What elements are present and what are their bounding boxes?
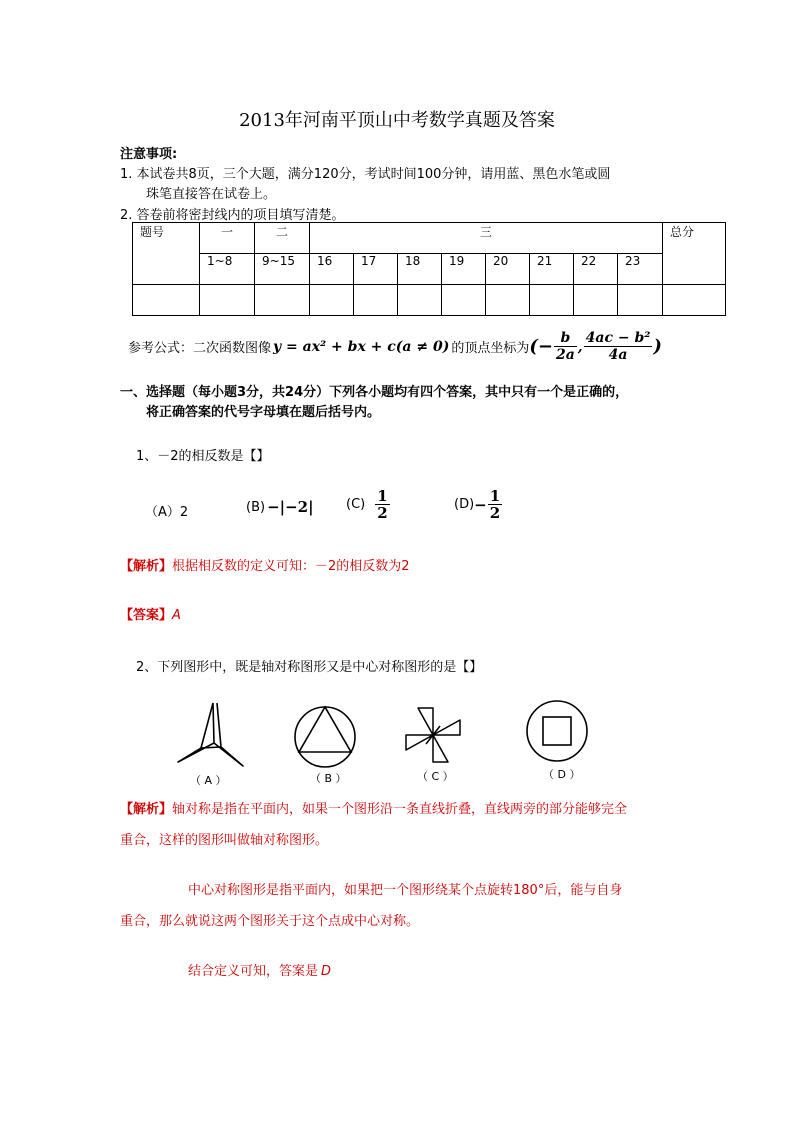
score-col: 17 [354, 254, 398, 285]
score-table-label: 题号 [133, 223, 200, 285]
figure-c-windmill [400, 704, 466, 766]
score-col: 23 [618, 254, 663, 285]
q1-analysis: 【解析】根据相反数的定义可知：－2的相反数为2 [120, 559, 410, 574]
notice-item-2: 2. 答卷前将密封线内的项目填写清楚。 [120, 208, 345, 223]
figure-c-label: （ C ） [417, 770, 454, 783]
score-col: 20 [486, 254, 530, 285]
score-col: 22 [574, 254, 618, 285]
score-cell[interactable] [663, 285, 726, 316]
figure-b-label: （ B ） [310, 772, 347, 785]
figure-b-circle-triangle [292, 704, 358, 770]
q2-analysis: 【解析】轴对称是指在平面内，如果一个图形沿一条直线折叠，直线两旁的部分能够完全 [120, 802, 628, 817]
notice-item-1: 1. 本试卷共8页，三个大题，满分120分，考试时间100分钟，请用蓝、黑色水笔或圆 [120, 167, 611, 182]
q1-stem: 1、－2的相反数是【】 [136, 449, 270, 464]
score-cell[interactable] [530, 285, 574, 316]
section-1-instruction: 将正确答案的代号字母填在题后括号内。 [146, 405, 381, 420]
score-cell[interactable] [255, 285, 310, 316]
page-title: 2013年河南平顶山中考数学真题及答案 [239, 110, 555, 131]
figure-a-pinwheel [170, 700, 250, 775]
figure-d-circle-square [525, 699, 589, 763]
quadratic-function: y = ax² + bx + c(a ≠ 0) [273, 338, 450, 355]
figure-a-label: （ A ） [190, 774, 227, 787]
score-cell[interactable] [398, 285, 442, 316]
figure-d-label: （ D ） [543, 768, 581, 781]
notice-item-1-cont: 珠笔直接答在试卷上。 [146, 187, 277, 202]
q1-option-b: (B) −|−2| [246, 498, 314, 516]
score-section-1: 一 [200, 223, 255, 254]
q1-option-d: (D) − $\frac{1}{2}$ [454, 487, 501, 522]
q2-analysis-cont: 重合，这样的图形叫做轴对称图形。 [120, 833, 329, 848]
score-cell[interactable] [354, 285, 398, 316]
score-col: 16 [310, 254, 354, 285]
score-total-label: 总分 [663, 223, 726, 285]
score-table [132, 222, 726, 316]
central-symmetry-definition: 中心对称图形是指平面内，如果把一个图形绕某个点旋转180°后，能与自身 [188, 883, 623, 898]
reference-middle: 的顶点坐标为 [451, 341, 530, 356]
q2-stem: 2、下列图形中，既是轴对称图形又是中心对称图形的是【】 [136, 660, 483, 675]
q2-conclusion: 结合定义可知，答案是 D [188, 964, 332, 979]
score-col: 21 [530, 254, 574, 285]
score-cell[interactable] [133, 285, 200, 316]
vertex-y-fraction: $\frac{\text{4ac − b²}}{4a}$ [585, 330, 651, 363]
q1-answer: 【答案】A [120, 608, 181, 623]
score-cell[interactable] [200, 285, 255, 316]
score-cell[interactable] [442, 285, 486, 316]
reference-prefix: 参考公式：二次函数图像 [128, 341, 272, 356]
score-col: 19 [442, 254, 486, 285]
q1-option-c: (C) $\frac{1}{2}$ [346, 487, 388, 522]
q1-option-a: （A）2 [145, 505, 189, 520]
score-cell[interactable] [486, 285, 530, 316]
vertex-x-fraction: $\frac{b}{2a}$ [555, 330, 575, 363]
reference-formula: 参考公式：二次函数图像 y = ax² + bx + c(a ≠ 0) 的顶点坐标为 (− $\frac{b}{2a}$ , $\frac{\text{4ac − b²}}{4a}$ ) [128, 330, 662, 363]
score-cell[interactable] [618, 285, 663, 316]
notice-heading: 注意事项: [120, 147, 178, 162]
section-1-heading: 一、选择题（每小题3分，共24分）下列各小题均有四个答案，其中只有一个是正确的， [120, 385, 629, 400]
central-symmetry-definition-cont: 重合，那么就说这两个图形关于这个点成中心对称。 [120, 914, 420, 929]
score-range-2: 9~15 [255, 254, 310, 285]
score-cell[interactable] [310, 285, 354, 316]
score-section-3: 三 [310, 223, 663, 254]
score-col: 18 [398, 254, 442, 285]
score-section-2: 二 [255, 223, 310, 254]
score-cell[interactable] [574, 285, 618, 316]
score-range-1: 1~8 [200, 254, 255, 285]
